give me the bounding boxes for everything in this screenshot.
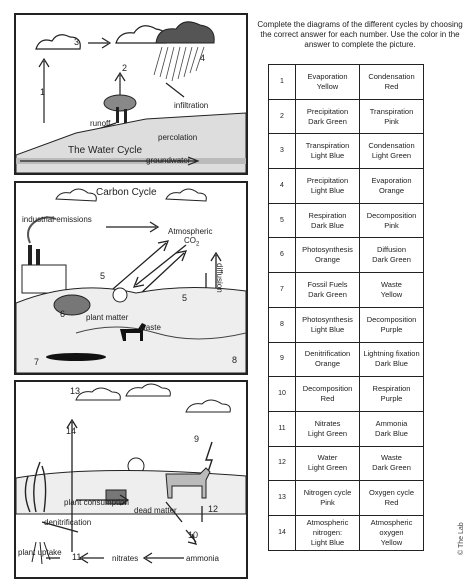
- answer-row: [269, 99, 424, 134]
- answer-option-b[interactable]: [360, 203, 424, 238]
- answer-text-line: Purple: [380, 394, 403, 404]
- answer-option-b[interactable]: [360, 238, 424, 273]
- answer-number: 14: [269, 515, 296, 550]
- answer-text-line: Photosynthesis: [302, 245, 353, 255]
- answer-option-a[interactable]: [296, 515, 360, 550]
- answer-text-line: nitrogen:: [312, 527, 343, 537]
- answer-text-line: Yellow: [380, 537, 403, 547]
- answer-number: 10: [269, 377, 296, 412]
- answer-text-line: Light Blue: [310, 151, 345, 161]
- label-12: 12: [208, 504, 219, 514]
- answer-option-a[interactable]: [296, 411, 360, 446]
- answer-text-line: oxygen: [379, 527, 404, 537]
- answer-option-b[interactable]: [360, 307, 424, 342]
- answer-text-line: Yellow: [380, 289, 403, 299]
- answer-row: [269, 446, 424, 481]
- answer-number: 12: [269, 446, 296, 481]
- cloud-icon: [186, 400, 230, 412]
- answer-text-line: Diffusion: [376, 245, 407, 255]
- plant-uptake-label: plant uptake: [18, 548, 62, 557]
- groundwater-label: groundwater: [146, 156, 191, 165]
- answer-option-b[interactable]: [360, 273, 424, 308]
- answer-text-line: Precipitation: [306, 106, 349, 116]
- photosynthesis-arrow: [134, 245, 186, 287]
- answer-option-b[interactable]: [360, 99, 424, 134]
- answer-text-line: Dark Green: [308, 289, 347, 299]
- nitrogen-cycle-panel: [14, 380, 248, 579]
- answer-option-a[interactable]: [296, 273, 360, 308]
- cloud-icon: [76, 388, 120, 400]
- answer-text-line: Orange: [378, 185, 405, 195]
- answer-number: 13: [269, 481, 296, 516]
- fossil-fuel-deposit: [46, 353, 106, 361]
- label-5-b: 5: [182, 293, 188, 303]
- answer-text-line: Dark Green: [372, 463, 411, 473]
- runoff-label: runoff: [90, 119, 111, 128]
- answer-text-line: Water: [317, 453, 338, 463]
- answer-option-a[interactable]: [296, 134, 360, 169]
- plant-matter-label: plant matter: [86, 313, 129, 322]
- answer-text-line: Fossil Fuels: [307, 279, 348, 289]
- atmospheric-label: Atmospheric: [168, 227, 213, 236]
- answer-option-a[interactable]: [296, 99, 360, 134]
- answer-option-b[interactable]: [360, 446, 424, 481]
- percolation-label: percolation: [158, 133, 198, 142]
- transpiration-arrow: [115, 73, 125, 97]
- answer-text-line: Oxygen cycle: [368, 488, 415, 498]
- answer-option-a[interactable]: [296, 481, 360, 516]
- infiltration-arrow: [166, 83, 184, 97]
- answer-text-line: Evaporation: [307, 71, 348, 81]
- answer-option-b[interactable]: [360, 169, 424, 204]
- answer-text-line: Dark Green: [308, 116, 347, 126]
- label-11: 11: [72, 552, 82, 562]
- answer-option-b[interactable]: [360, 377, 424, 412]
- label-9: 9: [194, 434, 200, 444]
- answer-text-line: Light Blue: [310, 185, 345, 195]
- carbon-cycle-illustration: [16, 183, 246, 373]
- answer-row: [269, 377, 424, 412]
- answer-text-line: Dark Blue: [375, 428, 408, 438]
- industrial-emissions-arrow: [106, 222, 158, 232]
- answer-option-b[interactable]: [360, 134, 424, 169]
- answer-number: 9: [269, 342, 296, 377]
- answer-text-line: Decomposition: [366, 314, 417, 324]
- label-4: 4: [200, 53, 206, 63]
- answer-text-line: Light Blue: [310, 324, 345, 334]
- instructions-text: Complete the diagrams of the different cycles by choosing the correct answer for each number. Use the color in the answer to complete the picture.: [257, 20, 463, 49]
- answer-text-line: Dark Blue: [311, 220, 344, 230]
- ammonia-label: ammonia: [186, 554, 219, 563]
- answer-number: 1: [269, 65, 296, 100]
- label-1: 1: [40, 87, 46, 97]
- answer-text-line: Transpiration: [369, 106, 414, 116]
- answer-option-b[interactable]: [360, 65, 424, 100]
- answer-text-line: Pink: [320, 498, 335, 508]
- carbon-cycle-title: Carbon Cycle: [96, 187, 157, 198]
- answer-text-line: Evaporation: [371, 175, 412, 185]
- dead-matter-label: dead matter: [134, 506, 177, 515]
- waste-label: waste: [140, 323, 161, 332]
- answer-option-a[interactable]: [296, 238, 360, 273]
- condensation-arrow: [88, 38, 110, 48]
- label-8: 8: [232, 355, 238, 365]
- label-3: 3: [74, 37, 80, 47]
- answer-text-line: Ammonia: [375, 418, 408, 428]
- answer-text-line: Decomposition: [366, 210, 417, 220]
- nitrates-label: nitrates: [112, 554, 139, 563]
- answer-text-line: Red: [384, 498, 399, 508]
- diffusion-label: diffusion: [215, 263, 224, 293]
- answer-text-line: Light Green: [371, 151, 412, 161]
- answer-row: [269, 238, 424, 273]
- answer-number: 8: [269, 307, 296, 342]
- water-cycle-title: The Water Cycle: [68, 145, 143, 156]
- answer-row: [269, 411, 424, 446]
- answer-option-a[interactable]: [296, 203, 360, 238]
- label-10: 10: [188, 530, 199, 540]
- answer-option-b[interactable]: [360, 342, 424, 377]
- answer-option-a[interactable]: [296, 169, 360, 204]
- answer-text-line: Condensation: [368, 71, 415, 81]
- answer-row: [269, 134, 424, 169]
- denitrification-label: denitrification: [44, 518, 92, 527]
- answer-text-line: Yellow: [316, 81, 339, 91]
- answer-number: 6: [269, 238, 296, 273]
- answer-text-line: Red: [320, 394, 335, 404]
- label-13: 13: [70, 386, 81, 396]
- answer-option-a[interactable]: [296, 307, 360, 342]
- answer-row: [269, 203, 424, 238]
- industrial-emissions-label: industrial emissions: [22, 215, 92, 224]
- answer-number: 7: [269, 273, 296, 308]
- answer-option-a[interactable]: [296, 342, 360, 377]
- label-6: 6: [60, 309, 66, 319]
- answer-text-line: Dark Green: [372, 255, 411, 265]
- rain-icon: [154, 47, 204, 81]
- sun-icon: [113, 288, 127, 302]
- answer-option-b[interactable]: [360, 481, 424, 516]
- label-14: 14: [66, 426, 77, 436]
- water-cycle-panel: [14, 13, 248, 175]
- answer-text-line: Pink: [384, 220, 399, 230]
- infiltration-label: infiltration: [174, 101, 209, 110]
- answer-text-line: Dark Blue: [375, 359, 408, 369]
- ammonia-arrow: [144, 553, 184, 563]
- cloud-icon: [126, 384, 170, 396]
- answer-text-line: Purple: [380, 324, 403, 334]
- label-7: 7: [34, 357, 40, 367]
- answer-row: [269, 481, 424, 516]
- answer-row: [269, 169, 424, 204]
- credit-text: © The Lab: [458, 522, 465, 555]
- answer-text-line: Lightning fixation: [363, 349, 420, 359]
- answer-text-line: Pink: [384, 116, 399, 126]
- label-2: 2: [122, 63, 128, 73]
- answer-text-line: Orange: [314, 255, 341, 265]
- factory-icon: [22, 217, 66, 293]
- answer-text-line: Nitrogen cycle: [303, 488, 352, 498]
- cloud-icon: [166, 189, 206, 201]
- answer-text-line: Orange: [314, 359, 341, 369]
- answer-option-b[interactable]: [360, 515, 424, 550]
- answer-row: [269, 273, 424, 308]
- answer-row: [269, 342, 424, 377]
- answer-text-line: Waste: [381, 453, 402, 463]
- answer-text-line: Red: [384, 81, 399, 91]
- rain-cloud-icon: [156, 22, 214, 43]
- answer-number: 5: [269, 203, 296, 238]
- answer-text-line: Light Green: [307, 463, 348, 473]
- co2-label: $CO_2$: [184, 236, 200, 248]
- answer-option-a[interactable]: [296, 65, 360, 100]
- answer-text-line: Waste: [381, 279, 402, 289]
- label-5: 5: [100, 271, 106, 281]
- answer-text-line: Light Green: [307, 428, 348, 438]
- answer-table: [268, 64, 424, 551]
- answer-option-b[interactable]: [360, 411, 424, 446]
- answer-text-line: Atmospheric: [370, 517, 413, 527]
- nitrates-arrow: [80, 553, 104, 563]
- answer-text-line: Photosynthesis: [302, 314, 353, 324]
- cloud-icon: [56, 189, 96, 201]
- plant-consumption-label: plant consumption: [64, 498, 129, 507]
- answer-text-line: Denitrification: [304, 349, 351, 359]
- answer-text-line: Nitrates: [314, 418, 341, 428]
- answer-number: 11: [269, 411, 296, 446]
- answer-text-line: Condensation: [368, 141, 415, 151]
- answer-table-body: [269, 65, 424, 551]
- answer-text-line: Atmospheric: [306, 517, 349, 527]
- answer-option-a[interactable]: [296, 377, 360, 412]
- answer-number: 2: [269, 99, 296, 134]
- answer-row: [269, 307, 424, 342]
- carbon-cycle-panel: [14, 181, 248, 375]
- answer-text-line: Precipitation: [306, 175, 349, 185]
- answer-text-line: Transpiration: [305, 141, 350, 151]
- answer-option-a[interactable]: [296, 446, 360, 481]
- answer-text-line: Respiration: [308, 210, 347, 220]
- answer-number: 3: [269, 134, 296, 169]
- answer-text-line: Light Blue: [310, 537, 345, 547]
- answer-row: [269, 65, 424, 100]
- answer-text-line: Respiration: [372, 384, 411, 394]
- answer-text-line: Decomposition: [302, 384, 353, 394]
- answer-number: 4: [269, 169, 296, 204]
- answer-row: [269, 515, 424, 550]
